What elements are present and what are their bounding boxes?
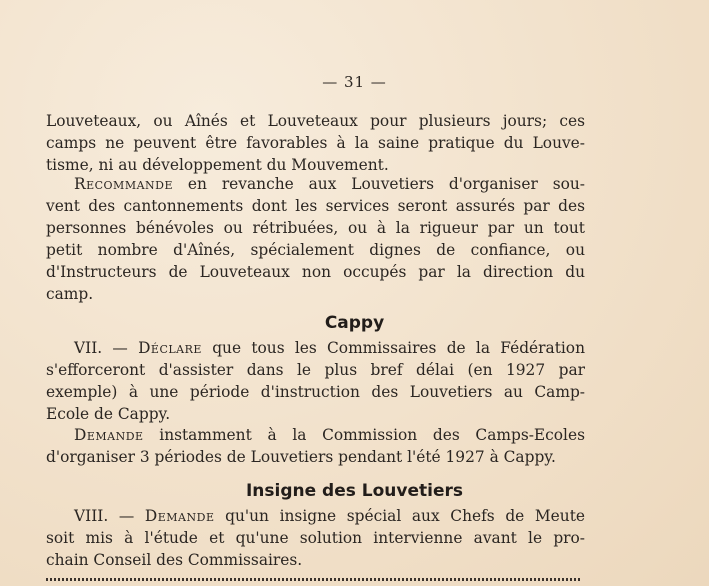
bottom-dotted-rule bbox=[46, 578, 582, 581]
text-line: s'efforceront d'assister dans le plus bref délai (en 1927 par bbox=[46, 361, 585, 379]
paragraph-recommande bbox=[46, 173, 585, 305]
text-line: soit mis à l'étude et qu'une solution intervienne avant le pro- bbox=[46, 529, 585, 547]
text-line: Louveteaux, ou Aînés et Louveteaux pour plusieurs jours; ces bbox=[46, 112, 585, 130]
clause-number: VII. — bbox=[74, 339, 128, 357]
clause-text: qu'un insigne spécial aux Chefs de Meute bbox=[225, 507, 585, 525]
text-line bbox=[46, 424, 585, 446]
text-line: tisme, ni au développement du Mouvement. bbox=[46, 156, 389, 174]
text-line: d'Instructeurs de Louveteaux non occupés par la direction du bbox=[46, 263, 585, 281]
text-line: petit nombre d'Aînés, spécialement dignes de confiance, ou bbox=[46, 241, 585, 259]
clause-text: que tous les Commissaires de la Fédération bbox=[212, 339, 585, 357]
text-line: camp. bbox=[46, 285, 94, 303]
clause-lead-word: Déclare bbox=[138, 339, 202, 357]
text-line bbox=[46, 505, 585, 527]
text-line: d'organiser 3 périodes de Louvetiers pendant l'été 1927 à Cappy. bbox=[46, 448, 556, 466]
text-line: exemple) à une période d'instruction des Louvetiers au Camp- bbox=[46, 383, 585, 401]
section-heading-cappy: Cappy bbox=[324, 313, 385, 333]
clause-lead-word: Demande bbox=[74, 426, 144, 444]
page-number: — 31 — bbox=[322, 73, 387, 91]
text-line bbox=[46, 337, 585, 359]
section-heading-insigne: Insigne des Louvetiers bbox=[245, 481, 464, 501]
clause-text: en revanche aux Louvetiers d'organiser sou- bbox=[187, 175, 585, 193]
paragraph-continuation bbox=[46, 110, 585, 176]
text-line: chain Conseil des Commissaires. bbox=[46, 551, 303, 569]
text-line bbox=[46, 173, 585, 195]
paragraph-demande-cappy bbox=[46, 424, 585, 468]
text-line: camps ne peuvent être favorables à la saine pratique du Louve- bbox=[46, 134, 585, 152]
paragraph-vii bbox=[46, 337, 585, 425]
text-line: Ecole de Cappy. bbox=[46, 405, 171, 423]
clause-lead-word: Recommande bbox=[74, 175, 173, 193]
clause-lead-word: Demande bbox=[144, 507, 215, 525]
paragraph-viii bbox=[46, 505, 585, 571]
clause-text: instamment à la Commission des Camps-Ecoles bbox=[159, 426, 585, 444]
clause-number: VIII. — bbox=[74, 507, 135, 525]
text-line: vent des cantonnements dont les services seront assurés par des bbox=[46, 197, 585, 215]
text-line: personnes bénévoles ou rétribuées, ou à la rigueur par un tout bbox=[46, 219, 585, 237]
